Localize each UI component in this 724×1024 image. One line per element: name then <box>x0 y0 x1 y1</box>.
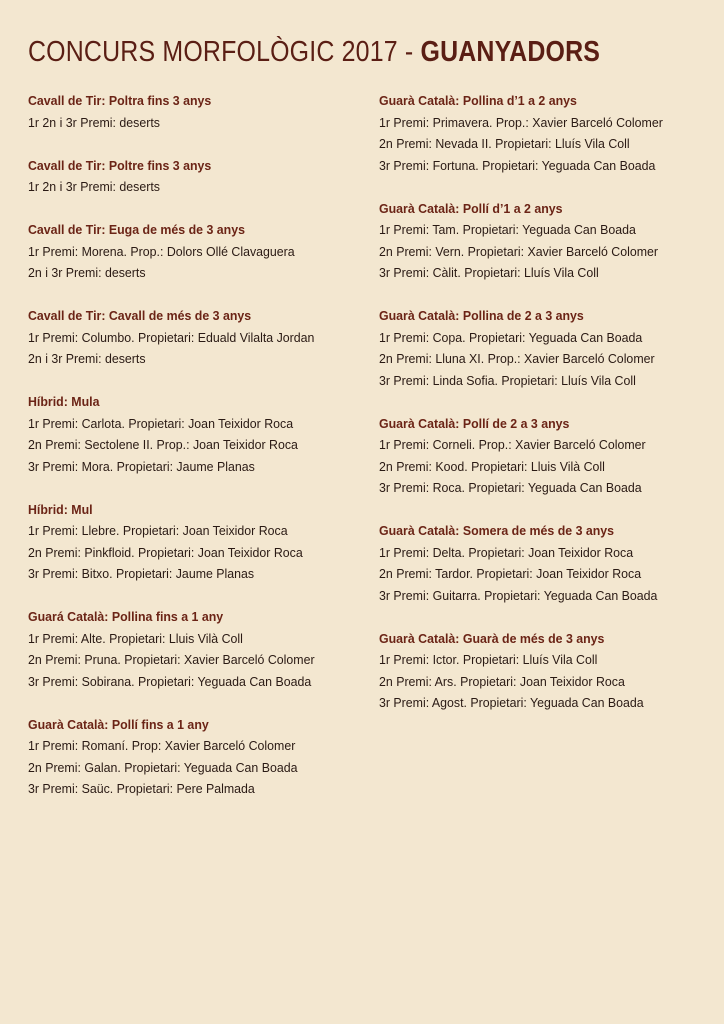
prize-line: 2n Premi: Nevada II. Propietari: Lluís Vila Coll <box>379 136 630 151</box>
left-column <box>28 90 358 821</box>
section-heading: Guará Català: Pollina fins a 1 any <box>28 609 224 624</box>
prize-line: 3r Premi: Sobirana. Propietari: Yeguada Can Boada <box>28 673 312 689</box>
award-section <box>28 305 358 370</box>
prize-line: 1r 2n i 3r Premi: deserts <box>28 114 160 130</box>
section-heading: Híbrid: Mula <box>28 394 100 409</box>
right-column <box>379 90 709 735</box>
prize-line: 3r Premi: Roca. Propietari: Yeguada Can Boada <box>379 480 642 495</box>
prize-line: 3r Premi: Agost. Propietari: Yeguada Can Boada <box>379 695 644 710</box>
prize-line: 2n Premi: Vern. Propietari: Xavier Barceló Colomer <box>379 243 659 259</box>
award-section <box>379 520 709 606</box>
award-section <box>379 90 709 176</box>
prize-line: 1r Premi: Copa. Propietari: Yeguada Can Boada <box>379 329 643 345</box>
prize-line: 3r Premi: Guitarra. Propietari: Yeguada Can Boada <box>379 587 658 603</box>
prize-line: 2n Premi: Ars. Propietari: Joan Teixidor Roca <box>379 673 625 689</box>
prize-line: 3r Premi: Saüc. Propietari: Pere Palmada <box>28 781 255 796</box>
prize-line: 2n i 3r Premi: deserts <box>28 265 146 280</box>
prize-line: 3r Premi: Càlit. Propietari: Lluís Vila Coll <box>379 265 599 280</box>
prize-line: 1r Premi: Corneli. Prop.: Xavier Barceló Colomer <box>379 437 646 452</box>
award-section <box>379 305 709 391</box>
section-heading: Cavall de Tir: Poltre fins 3 anys <box>28 157 212 173</box>
prize-line: 1r Premi: Morena. Prop.: Dolors Ollé Clavaguera <box>28 243 295 259</box>
prize-line: 1r Premi: Alte. Propietari: Lluis Vilà Coll <box>28 630 243 646</box>
section-heading: Guarà Català: Pollí de 2 a 3 anys <box>379 415 570 431</box>
section-heading: Cavall de Tir: Poltra fins 3 anys <box>28 93 212 108</box>
prize-line: 2n Premi: Sectolene II. Prop.: Joan Teixidor Roca <box>28 437 298 452</box>
prize-line: 2n Premi: Pruna. Propietari: Xavier Barceló Colomer <box>28 652 315 667</box>
prize-line: 2n Premi: Kood. Propietari: Lluis Vilà Coll <box>379 458 605 474</box>
award-section <box>28 714 358 800</box>
award-section <box>379 198 709 284</box>
prize-line: 3r Premi: Linda Sofia. Propietari: Lluís Vila Coll <box>379 372 636 388</box>
section-heading: Cavall de Tir: Cavall de més de 3 anys <box>28 308 252 323</box>
prize-line: 1r Premi: Columbo. Propietari: Eduald Vilalta Jordan <box>28 329 315 345</box>
prize-line: 1r Premi: Tam. Propietari: Yeguada Can Boada <box>379 222 636 237</box>
prize-line: 2n Premi: Lluna XI. Prop.: Xavier Barceló Colomer <box>379 351 655 366</box>
prize-line: 2n Premi: Galan. Propietari: Yeguada Can Boada <box>28 759 298 775</box>
prize-line: 3r Premi: Mora. Propietari: Jaume Planas <box>28 458 255 474</box>
section-heading: Guarà Català: Pollí d’1 a 2 anys <box>379 200 563 216</box>
prize-line: 1r Premi: Primavera. Prop.: Xavier Barceló Colomer <box>379 114 663 130</box>
page-title-prefix: CONCURS MORFOLÒGIC 2017 - <box>28 36 421 68</box>
award-section <box>28 499 358 585</box>
prize-line: 2n Premi: Tardor. Propietari: Joan Teixidor Roca <box>379 566 642 581</box>
section-heading: Guarà Català: Somera de més de 3 anys <box>379 523 615 538</box>
award-section <box>379 628 709 714</box>
section-heading: Guarà Català: Pollina d’1 a 2 anys <box>379 93 577 108</box>
prize-line: 1r Premi: Ictor. Propietari: Lluís Vila Coll <box>379 652 598 667</box>
award-section <box>28 606 358 692</box>
prize-line: 1r Premi: Romaní. Prop: Xavier Barceló Colomer <box>28 738 296 753</box>
prize-line: 3r Premi: Fortuna. Propietari: Yeguada Can Boada <box>379 157 656 173</box>
section-heading: Guarà Català: Guarà de més de 3 anys <box>379 630 605 646</box>
section-heading: Cavall de Tir: Euga de més de 3 anys <box>28 222 245 237</box>
prize-line: 2n i 3r Premi: deserts <box>28 351 146 366</box>
award-section <box>28 155 358 198</box>
prize-line: 3r Premi: Bitxo. Propietari: Jaume Planas <box>28 566 255 581</box>
prize-line: 1r Premi: Carlota. Propietari: Joan Teixidor Roca <box>28 415 294 431</box>
award-section <box>28 90 358 133</box>
section-heading: Guarà Català: Pollina de 2 a 3 anys <box>379 308 584 323</box>
prize-line: 1r 2n i 3r Premi: deserts <box>28 179 160 194</box>
page-title-bold: GUANYADORS <box>420 36 601 68</box>
prize-line: 2n Premi: Pinkfloid. Propietari: Joan Teixidor Roca <box>28 544 303 560</box>
prize-line: 1r Premi: Llebre. Propietari: Joan Teixidor Roca <box>28 523 288 538</box>
page-title <box>28 36 600 69</box>
section-heading: Híbrid: Mul <box>28 501 93 517</box>
section-heading: Guarà Català: Pollí fins a 1 any <box>28 716 209 732</box>
prize-line: 1r Premi: Delta. Propietari: Joan Teixidor Roca <box>379 544 634 560</box>
award-section <box>379 413 709 499</box>
award-section <box>28 391 358 477</box>
award-section <box>28 219 358 284</box>
